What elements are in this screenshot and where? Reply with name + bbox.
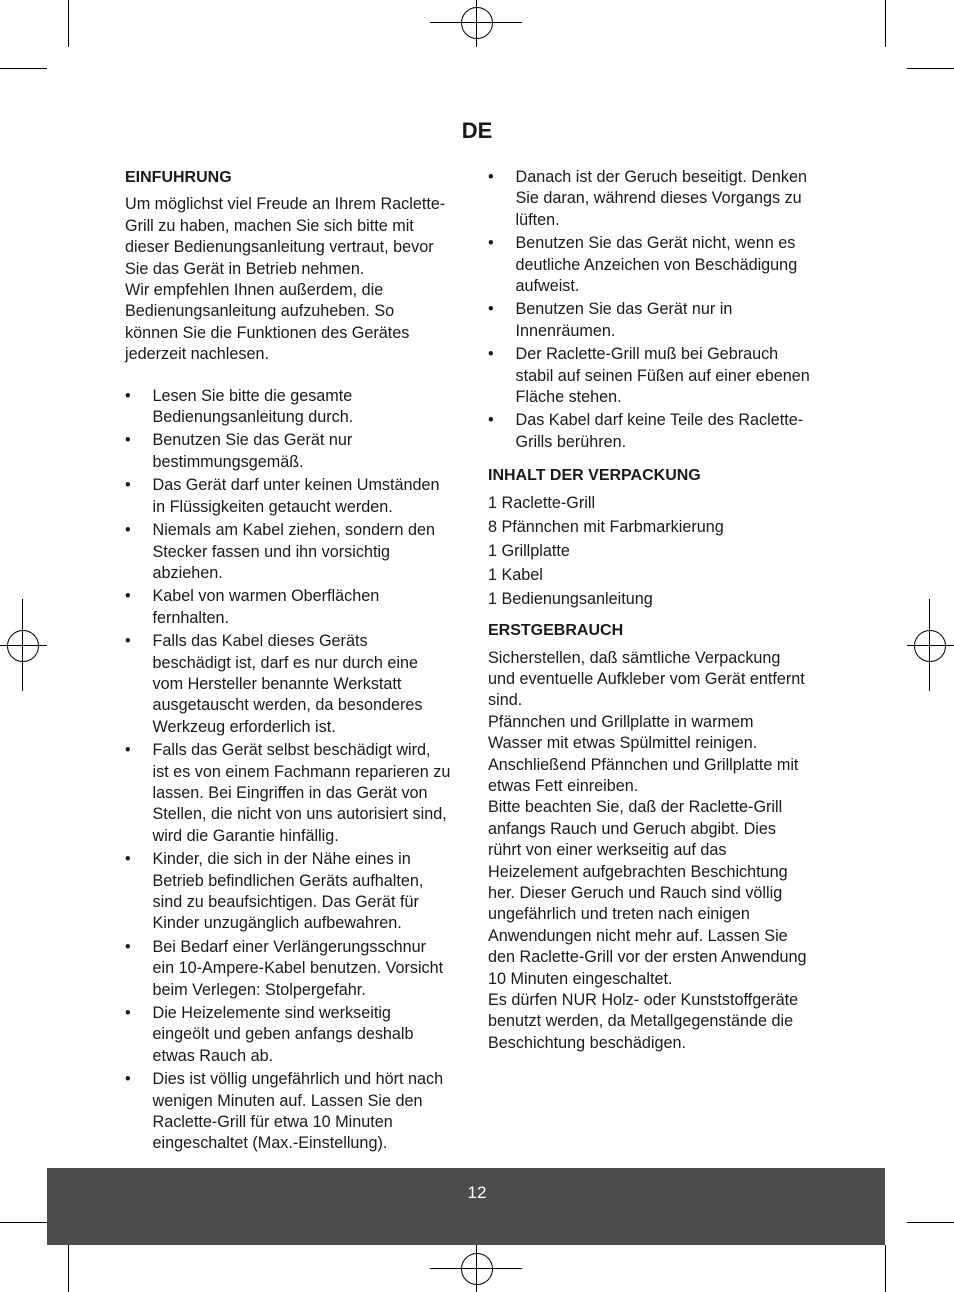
bullet-text: Danach ist der Geruch beseitigt. Denken Sie daran, während dieses Vorgangs zu lüften. [515, 168, 808, 229]
bullet-icon: • [488, 234, 494, 253]
bullet-icon: • [488, 168, 494, 186]
bullet-text: Kabel von warmen Oberflächen fernhalten. [152, 587, 380, 627]
bullet-icon: • [125, 1004, 131, 1023]
bullet-text: Falls das Gerät selbst beschädigt wird, ist es von einem Fachmann reparieren zu lassen. Bei Eingriffen in das Gerät von Stellen, die nicht von uns autorisiert sind, wird die Garantie hinfällig. [152, 741, 451, 845]
bullet-icon: • [125, 850, 131, 869]
registration-mark-icon [914, 630, 946, 662]
package-item: 1 Raclette-Grill [488, 493, 596, 512]
bullet-item [488, 344, 833, 408]
bullet-icon: • [125, 386, 131, 405]
bullet-item [488, 299, 833, 342]
bullet-item [125, 475, 470, 518]
bullet-icon: • [488, 411, 494, 430]
crop-mark [68, 0, 69, 47]
bullet-item [488, 410, 833, 453]
bullet-text: Der Raclette-Grill muß bei Gebrauch stabil auf seinen Füßen auf einer ebenen Fläche stehen. [515, 345, 810, 407]
bullet-text: Bei Bedarf einer Verlängerungsschnur ein 10-Ampere-Kabel benutzen. Vorsicht beim Verlegen: Stolpergefahr. [152, 937, 444, 999]
page-number: 12 [467, 1183, 487, 1202]
crop-mark [907, 68, 954, 69]
bullet-icon: • [125, 431, 131, 450]
bullet-item [125, 631, 470, 738]
safety-bullet-list-continued [488, 167, 833, 453]
bullet-item [125, 937, 470, 1001]
crop-mark [885, 1245, 886, 1292]
bullet-item [488, 167, 833, 231]
registration-mark-icon [7, 630, 39, 662]
bullet-item [125, 849, 470, 935]
section-heading-first-use: ERSTGEBRAUCH [488, 622, 624, 640]
bullet-item [488, 233, 833, 297]
language-heading: DE [461, 118, 493, 143]
bullet-icon: • [488, 345, 494, 364]
first-use-text: Sicherstellen, daß sämtliche Verpackung und eventuelle Aufkleber vom Gerät entfernt sind. Pfännchen und Grillplatte in warmem Wasser mit etwas Spülmittel reinigen. Anschließend Pfännchen und Grillplatte mit etwas Fett einreiben. Bitte beachten Sie, daß der Raclette-Grill anfangs Rauch und Geruch abgibt. Dies rührt von einer werkseitig auf das Heizelement aufgebrachten Beschichtung her. Dieser Geruch und Rauch sind völlig ungefährlich und treten nach einigen Anwendungen nicht mehr auf. Lassen Sie den Raclette-Grill vor der ersten Anwendung 10 Minuten eingeschaltet. Es dürfen NUR Holz- oder Kunststoffgeräte benutzt werden, da Metallgegenstände die Beschichtung beschädigen. [488, 648, 807, 1052]
bullet-icon: • [125, 937, 131, 956]
bullet-item [125, 430, 470, 473]
bullet-text: Benutzen Sie das Gerät nur bestimmungsgemäß. [152, 431, 353, 471]
section-heading-introduction: EINFUHRUNG [125, 169, 232, 186]
bullet-item [125, 1003, 470, 1067]
bullet-text: Das Kabel darf keine Teile des Raclette- Grills berühren. [515, 411, 804, 451]
section-heading-package-contents: INHALT DER VERPACKUNG [488, 467, 701, 485]
bullet-item [125, 586, 470, 629]
intro-text: Um möglichst viel Freude an Ihrem Raclette- Grill zu haben, machen Sie sich bitte mit dieser Bedienungsanleitung vertraut, bevor Sie das Gerät in Betrieb nehmen. Wir empfehlen Ihnen außerdem, die Bedienungsanleitung aufzuheben. So können Sie die Funktionen des Gerätes jederzeit nachlesen. [125, 195, 446, 364]
bullet-item [125, 520, 470, 584]
package-contents-list [488, 493, 833, 610]
bullet-text: Falls das Kabel dieses Geräts beschädigt ist, darf es nur durch eine vom Hersteller benannte Werkstatt ausgetauscht werden, da besonderes Werkzeug erforderlich ist. [152, 632, 423, 736]
bullet-text: Dies ist völlig ungefährlich und hört nach wenigen Minuten auf. Lassen Sie den Raclette-Grill für etwa 10 Minuten eingeschaltet (Max.-Einstellung). [152, 1070, 444, 1153]
registration-mark-icon [461, 7, 493, 39]
bullet-icon: • [125, 741, 131, 760]
bullet-icon: • [488, 300, 494, 319]
footer-bar [47, 1168, 885, 1245]
bullet-icon: • [125, 587, 131, 606]
bullet-item [125, 386, 470, 429]
crop-mark [0, 68, 47, 69]
crop-mark [0, 1222, 47, 1223]
bullet-text: Das Gerät darf unter keinen Umständen in Flüssigkeiten getaucht werden. [152, 476, 440, 516]
bullet-text: Benutzen Sie das Gerät nicht, wenn es deutliche Anzeichen von Beschädigung aufweist. [515, 234, 798, 296]
package-item: 1 Grillplatte [488, 541, 570, 560]
crop-mark [885, 0, 886, 47]
bullet-text: Niemals am Kabel ziehen, sondern den Stecker fassen und ihn vorsichtig abziehen. [152, 521, 436, 582]
right-column [488, 167, 833, 1054]
bullet-icon: • [125, 521, 131, 540]
safety-bullet-list [125, 386, 470, 1155]
crop-mark [68, 1245, 69, 1292]
left-column [125, 167, 470, 1157]
bullet-text: Kinder, die sich in der Nähe eines in Betrieb befindlichen Geräts aufhalten, sind zu beaufsichtigen. Das Gerät für Kinder unzugänglich aufbewahren. [152, 850, 424, 933]
bullet-text: Benutzen Sie das Gerät nur in Innenräumen. [515, 300, 733, 340]
registration-mark-icon [461, 1253, 493, 1285]
bullet-icon: • [125, 476, 131, 495]
bullet-item [125, 740, 470, 847]
package-item: 1 Bedienungsanleitung [488, 589, 653, 608]
bullet-icon: • [125, 632, 131, 651]
crop-mark [907, 1222, 954, 1223]
bullet-text: Die Heizelemente sind werkseitig eingeölt und geben anfangs deshalb etwas Rauch ab. [152, 1004, 414, 1065]
bullet-item [125, 1069, 470, 1155]
package-item: 1 Kabel [488, 565, 543, 584]
bullet-icon: • [125, 1070, 131, 1089]
bullet-text: Lesen Sie bitte die gesamte Bedienungsanleitung durch. [152, 386, 354, 427]
package-item: 8 Pfännchen mit Farbmarkierung [488, 517, 724, 536]
